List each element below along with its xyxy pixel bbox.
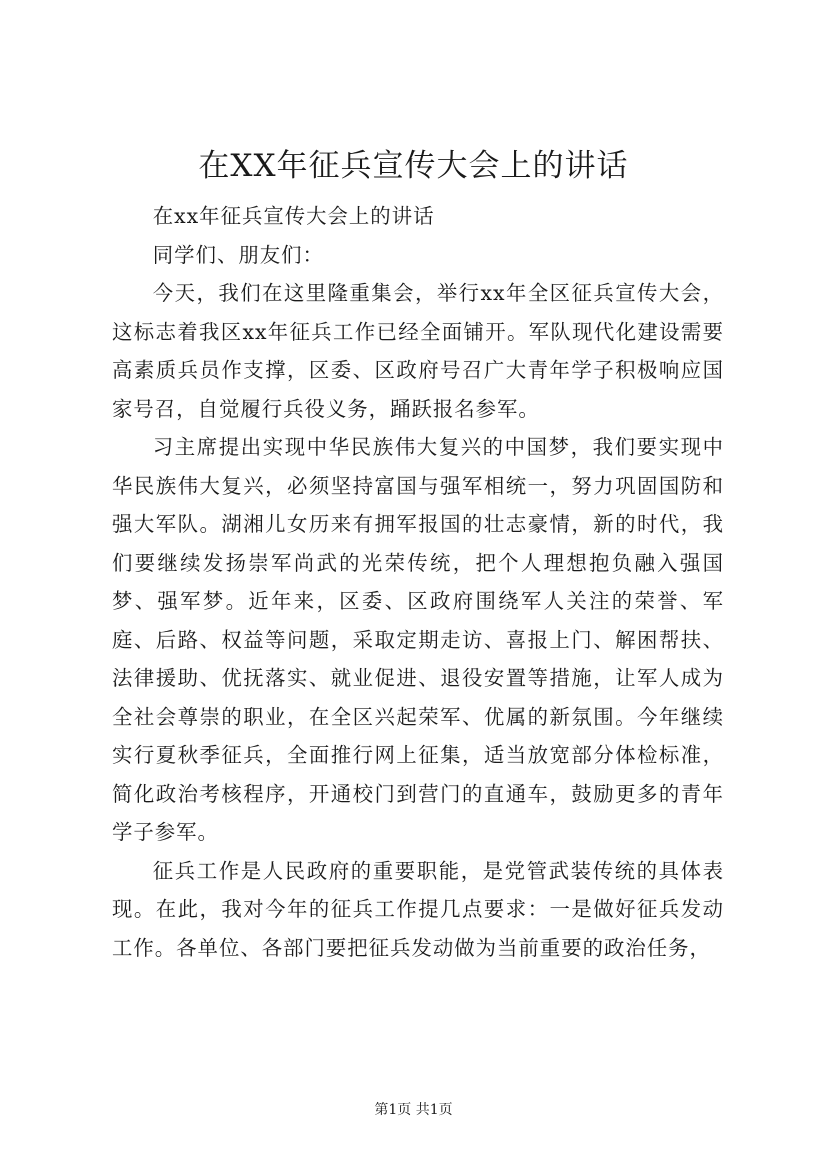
body-paragraph: 习主席提出实现中华民族伟大复兴的中国梦，我们要实现中华民族伟大复兴，必须坚持富国与强军相统一，努力巩固国防和强大军队。湖湘儿女历来有拥军报国的壮志豪情，新的时代，我们要继续发扬崇军尚武的光荣传统，把个人理想抱负融入强国梦、强军梦。近年来，区委、区政府围绕军人关注的荣誉、军庭、后路、权益等问题，采取定期走访、喜报上门、解困帮扶、法律援助、优抚落实、就业促进、退役安置等措施，让军人成为全社会尊崇的职业，在全区兴起荣军、优属的新氛围。今年继续实行夏秋季征兵，全面推行网上征集，适当放宽部分体检标准，简化政治考核程序，开通校门到营门的直通车，鼓励更多的青年学子参军。 [112, 435, 724, 844]
salutation-paragraph: 同学们、朋友们： [152, 242, 324, 267]
body-paragraph: 今天，我们在这里隆重集会，举行xx年全区征兵宣传大会，这标志着我区xx年征兵工作已经全面铺开。军队现代化建设需要高素质兵员作支撑，区委、区政府号召广大青年学子积极响应国家号召，自觉履行兵役义务，踊跃报名参军。 [112, 281, 724, 421]
document-body [112, 197, 724, 967]
body-paragraph: 征兵工作是人民政府的重要职能，是党管武装传统的具体表现。在此，我对今年的征兵工作提几点要求：一是做好征兵发动工作。各单位、各部门要把征兵发动做为当前重要的政治任务， [112, 858, 724, 960]
page-footer: 第1页 共1页 [374, 1102, 453, 1118]
subtitle-paragraph: 在xx年征兵宣传大会上的讲话 [152, 204, 435, 228]
document-title: 在XX年征兵宣传大会上的讲话 [198, 148, 629, 184]
